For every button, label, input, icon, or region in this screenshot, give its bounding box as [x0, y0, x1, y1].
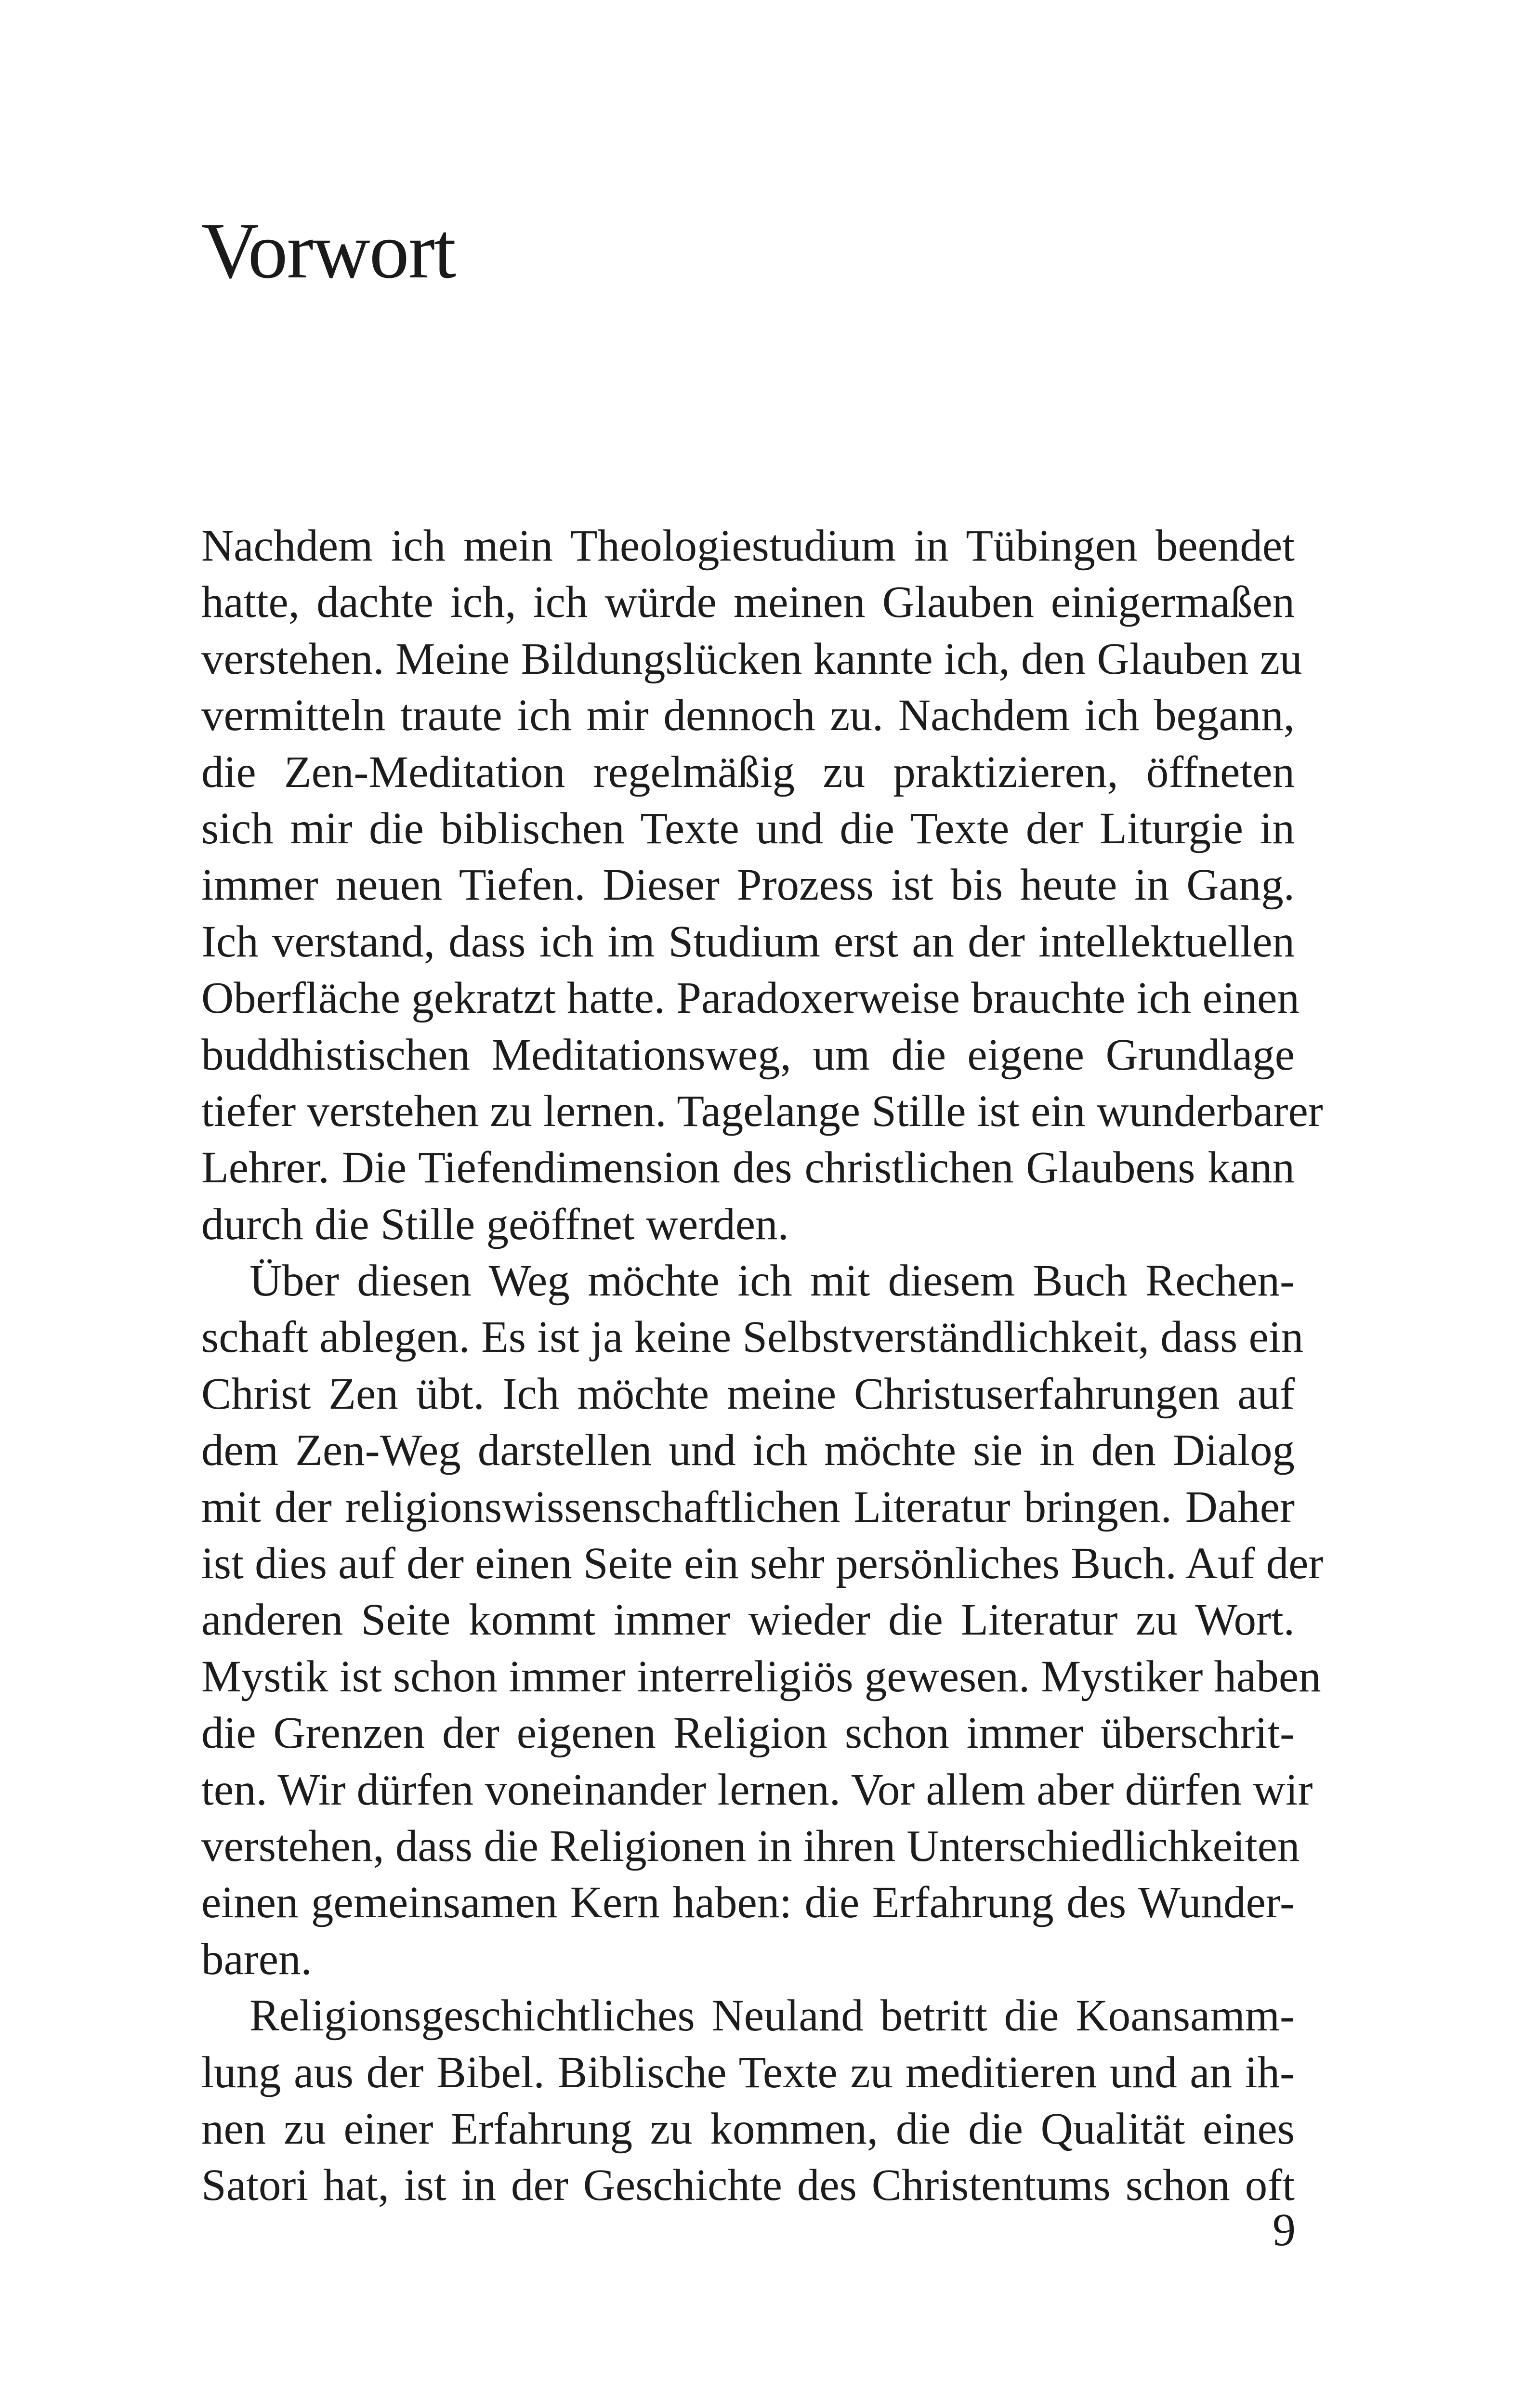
text-line: Religionsgeschichtliches Neuland betritt die Koansamm- [249, 1991, 1295, 2041]
text-line: die Grenzen der eigenen Religion schon immer überschrit- [201, 1708, 1295, 1758]
text-line: verstehen, dass die Religionen in ihren Unterschiedlichkeiten [201, 1821, 1300, 1871]
text-line: vermitteln traute ich mir dennoch zu. Nachdem ich begann, [201, 691, 1295, 741]
text-line: mit der religionswissenschaftlichen Literatur bringen. Daher [201, 1482, 1295, 1532]
text-line: Ich verstand, dass ich im Studium erst an der intellektuellen [201, 916, 1295, 967]
text-line: Christ Zen übt. Ich möchte meine Christuserfahrungen auf [201, 1369, 1295, 1419]
text-line: tiefer verstehen zu lernen. Tagelange Stille ist ein wunderbarer [201, 1086, 1323, 1136]
paragraph [201, 518, 1323, 1253]
text-line: schaft ablegen. Es ist ja keine Selbstverständlichkeit, dass ein [201, 1312, 1304, 1362]
text-line: anderen Seite kommt immer wieder die Literatur zu Wort. [201, 1595, 1295, 1645]
chapter-title: Vorwort [201, 206, 456, 295]
text-line: immer neuen Tiefen. Dieser Prozess ist bis heute in Gang. [201, 860, 1295, 910]
paragraph [201, 1253, 1324, 1988]
text-line: Satori hat, ist in der Geschichte des Christentums schon oft [201, 2160, 1295, 2211]
text-line: durch die Stille geöffnet werden. [201, 1199, 789, 1249]
text-line: ist dies auf der einen Seite ein sehr persönliches Buch. Auf der [201, 1539, 1324, 1589]
page-number: 9 [1273, 2204, 1296, 2255]
text-line: verstehen. Meine Bildungslücken kannte ich, den Glauben zu [201, 634, 1302, 684]
text-line: hatte, dachte ich, ich würde meinen Glauben einigermaßen [201, 577, 1295, 628]
text-line: Mystik ist schon immer interreligiös gewesen. Mystiker haben [201, 1651, 1321, 1701]
text-line: sich mir die biblischen Texte und die Texte der Liturgie in [201, 803, 1295, 853]
text-line: die Zen-Meditation regelmäßig zu praktizieren, öffneten [201, 747, 1295, 797]
text-line: Oberfläche gekratzt hatte. Paradoxerweise brauchte ich einen [201, 973, 1300, 1023]
paragraph [201, 1988, 1295, 2214]
text-line: lung aus der Bibel. Biblische Texte zu meditieren und an ih- [201, 2047, 1295, 2097]
text-line: einen gemeinsamen Kern haben: die Erfahrung des Wunder- [201, 1878, 1295, 1928]
text-line: buddhistischen Meditationsweg, um die eigene Grundlage [201, 1030, 1295, 1080]
body-text [201, 518, 1324, 2214]
text-line: Nachdem ich mein Theologiestudium in Tübingen beendet [201, 521, 1295, 571]
text-line: Lehrer. Die Tiefendimension des christlichen Glaubens kann [201, 1143, 1295, 1193]
text-line: Über diesen Weg möchte ich mit diesem Buch Rechen- [249, 1256, 1295, 1306]
text-line: ten. Wir dürfen voneinander lernen. Vor allem aber dürfen wir [201, 1765, 1313, 1815]
text-line: baren. [201, 1934, 312, 1984]
text-line: nen zu einer Erfahrung zu kommen, die die Qualität eines [201, 2104, 1295, 2154]
text-line: dem Zen-Weg darstellen und ich möchte sie in den Dialog [201, 1426, 1295, 1476]
